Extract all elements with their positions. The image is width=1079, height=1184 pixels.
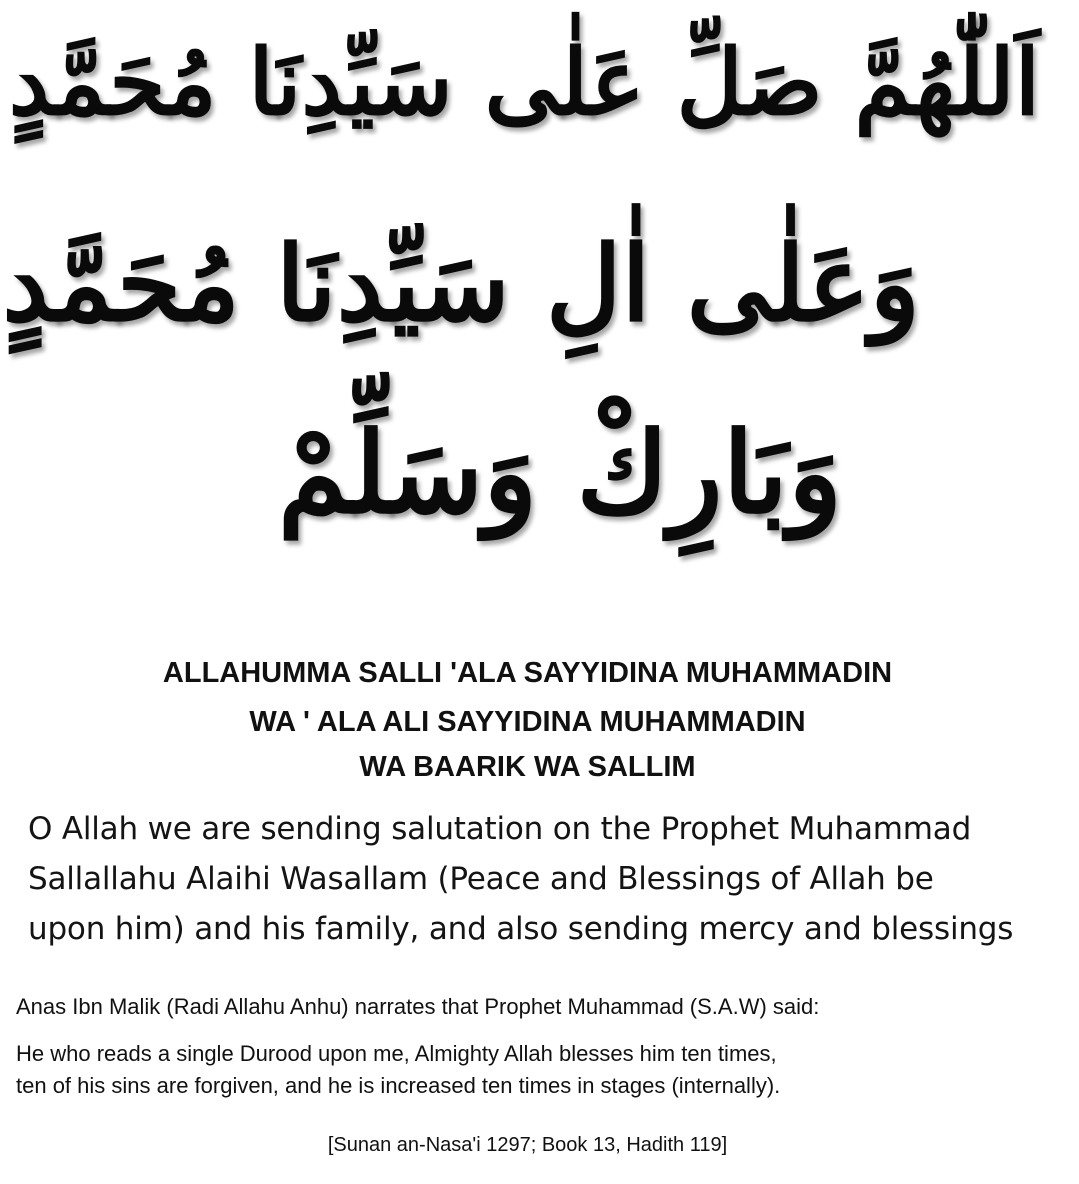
arabic-line-2: وَعَلٰی اٰلِ سَیِّدِنَا مُحَمَّدٍ [2,222,920,345]
arabic-line-3: وَبَارِكْ وَسَلِّمْ [277,408,843,539]
meaning-line-1: O Allah we are sending salutation on the Prophet Muhammad [28,811,972,847]
meaning-line-2: Sallallahu Alaihi Wasallam (Peace and Blessings of Allah be [28,861,934,897]
hadith-text-line-1: He who reads a single Durood upon me, Almighty Allah blesses him ten times, [16,1041,777,1066]
transliteration-line-3: WA BAARIK WA SALLIM [359,751,696,783]
hadith-text-line-2: ten of his sins are forgiven, and he is increased ten times in stages (internally). [16,1073,781,1098]
arabic-line-1: اَللّٰھُمَّ صَلِّ عَلٰی سَیِّدِنَا مُحَمَّدٍ [8,30,1040,136]
hadith-narration: Anas Ibn Malik (Radi Allahu Anhu) narrates that Prophet Muhammad (S.A.W) said: [16,994,820,1019]
meaning-line-3: upon him) and his family, and also sending mercy and blessings [28,911,1014,947]
hadith-reference: [Sunan an-Nasa'i 1297; Book 13, Hadith 119] [327,1134,728,1156]
transliteration-line-2: WA ' ALA ALI SAYYIDINA MUHAMMADIN [249,706,806,738]
transliteration-line-1: ALLAHUMMA SALLI 'ALA SAYYIDINA MUHAMMADIN [162,657,893,689]
